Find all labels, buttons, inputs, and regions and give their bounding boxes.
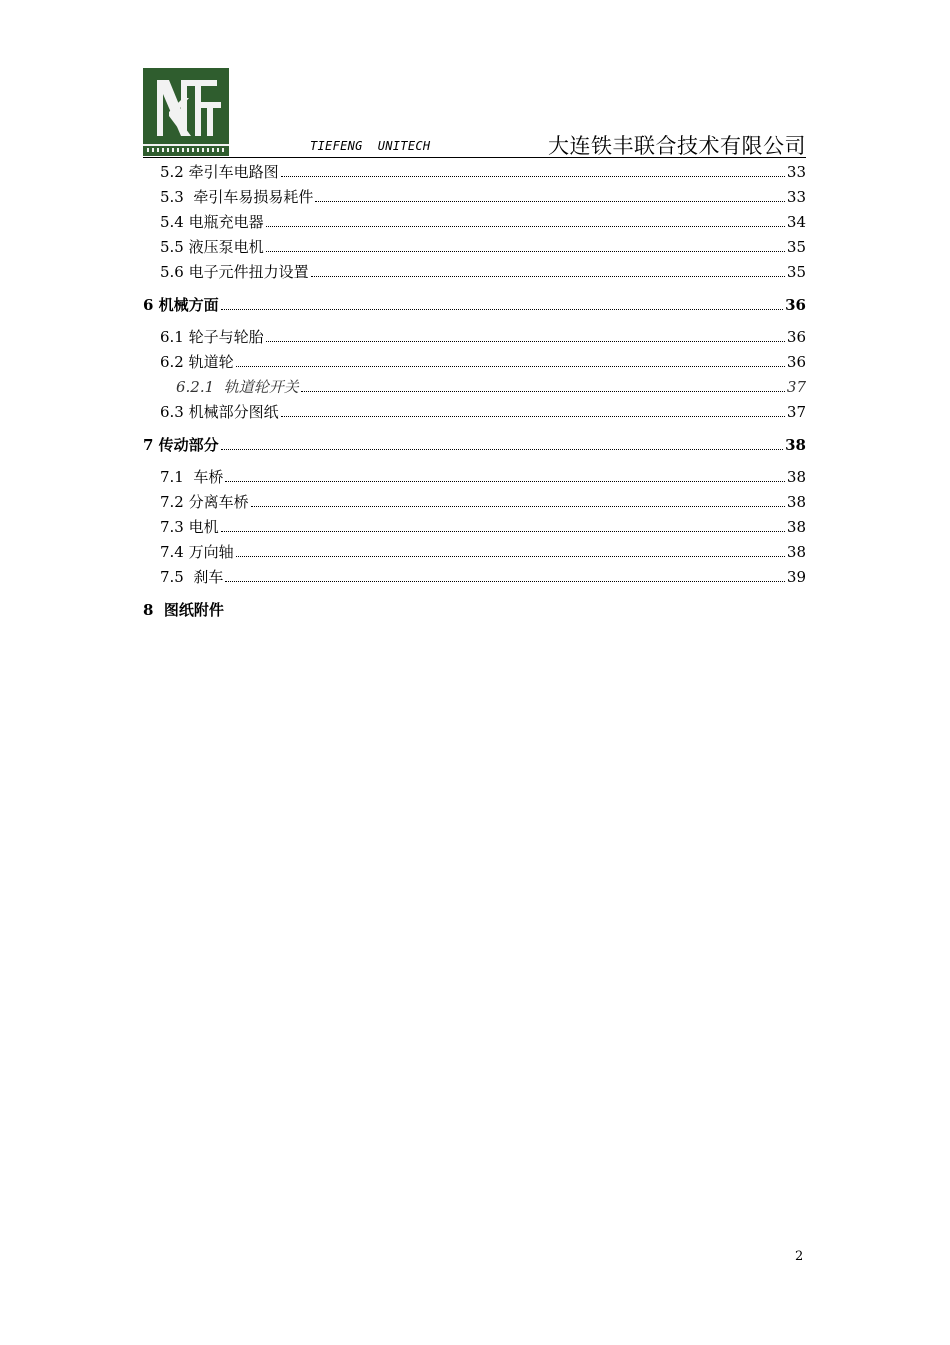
toc-entry[interactable] [143, 350, 806, 375]
toc-leader-dots [281, 416, 785, 417]
toc-entry-label: 6.1 轮子与轮胎 [160, 328, 264, 346]
toc-entry-page: 38 [785, 436, 806, 454]
toc-entry-page: 36 [785, 296, 806, 314]
toc-entry-page: 34 [786, 213, 806, 231]
toc-entry-page: 35 [786, 238, 806, 256]
toc-leader-dots [311, 276, 785, 277]
toc-entry[interactable] [143, 596, 806, 624]
toc-entry[interactable] [143, 465, 806, 490]
toc-leader-dots [225, 481, 785, 482]
toc-entry[interactable] [143, 490, 806, 515]
toc-leader-dots [225, 581, 785, 582]
toc-leader-dots [301, 391, 785, 392]
toc-entry[interactable] [143, 260, 806, 285]
toc-leader-dots [221, 449, 783, 450]
toc-entry-label: 5.6 电子元件扭力设置 [160, 263, 309, 281]
header-tagline: TIEFENG UNITECH [310, 139, 431, 153]
toc-entry-label: 8 图纸附件 [143, 601, 224, 619]
toc-entry-label: 7.5 刹车 [160, 568, 224, 586]
toc-entry-label: 6.3 机械部分图纸 [160, 403, 279, 421]
page-header [143, 68, 806, 160]
toc-leader-dots [221, 309, 783, 310]
toc-entry-page: 36 [786, 353, 806, 371]
toc-leader-dots [266, 341, 785, 342]
toc-entry[interactable] [143, 540, 806, 565]
toc-entry[interactable] [143, 515, 806, 540]
toc-entry[interactable] [143, 291, 806, 319]
toc-entry-page: 38 [786, 493, 806, 511]
toc-entry-label: 6 机械方面 [143, 296, 219, 314]
header-rule [143, 157, 806, 158]
toc-entry[interactable] [143, 185, 806, 210]
toc-entry-label: 7.3 电机 [160, 518, 219, 536]
toc-leader-dots [236, 556, 785, 557]
toc-entry-label: 6.2.1 轨道轮开关 [176, 378, 299, 396]
toc-entry[interactable] [143, 325, 806, 350]
toc-entry-page: 37 [786, 403, 806, 421]
toc-entry-page: 33 [786, 163, 806, 181]
toc-leader-dots [315, 201, 785, 202]
toc-entry[interactable] [143, 565, 806, 590]
toc-leader-dots [236, 366, 785, 367]
toc-entry[interactable] [143, 160, 806, 185]
toc-entry-page: 38 [786, 468, 806, 486]
toc-entry-label: 7.2 分离车桥 [160, 493, 249, 511]
toc-entry-label: 5.3 牵引车易损易耗件 [160, 188, 314, 206]
toc-entry[interactable] [143, 375, 806, 400]
toc-entry-label: 5.5 液压泵电机 [160, 238, 264, 256]
toc-entry-page: 36 [786, 328, 806, 346]
ntt-logo-icon [143, 68, 229, 156]
toc-entry-page: 38 [786, 543, 806, 561]
toc-entry[interactable] [143, 431, 806, 459]
company-name: 大连铁丰联合技术有限公司 [548, 134, 806, 158]
toc-leader-dots [221, 531, 785, 532]
toc-leader-dots [281, 176, 785, 177]
page-number: 2 [795, 1249, 804, 1264]
toc-entry-page: 38 [786, 518, 806, 536]
toc-entry-label: 7 传动部分 [143, 436, 219, 454]
toc-entry-page: 37 [786, 378, 806, 396]
toc-entry-page: 35 [786, 263, 806, 281]
toc-entry-label: 7.4 万向轴 [160, 543, 234, 561]
toc-entry-label: 7.1 车桥 [160, 468, 224, 486]
toc-entry-label: 5.2 牵引车电路图 [160, 163, 279, 181]
toc-entry[interactable] [143, 400, 806, 425]
table-of-contents [143, 160, 806, 624]
toc-leader-dots [251, 506, 785, 507]
toc-entry-page: 33 [786, 188, 806, 206]
toc-entry[interactable] [143, 235, 806, 260]
toc-entry-label: 6.2 轨道轮 [160, 353, 234, 371]
toc-leader-dots [266, 251, 785, 252]
toc-entry[interactable] [143, 210, 806, 235]
toc-entry-page: 39 [786, 568, 806, 586]
toc-leader-dots [266, 226, 785, 227]
toc-entry-label: 5.4 电瓶充电器 [160, 213, 264, 231]
